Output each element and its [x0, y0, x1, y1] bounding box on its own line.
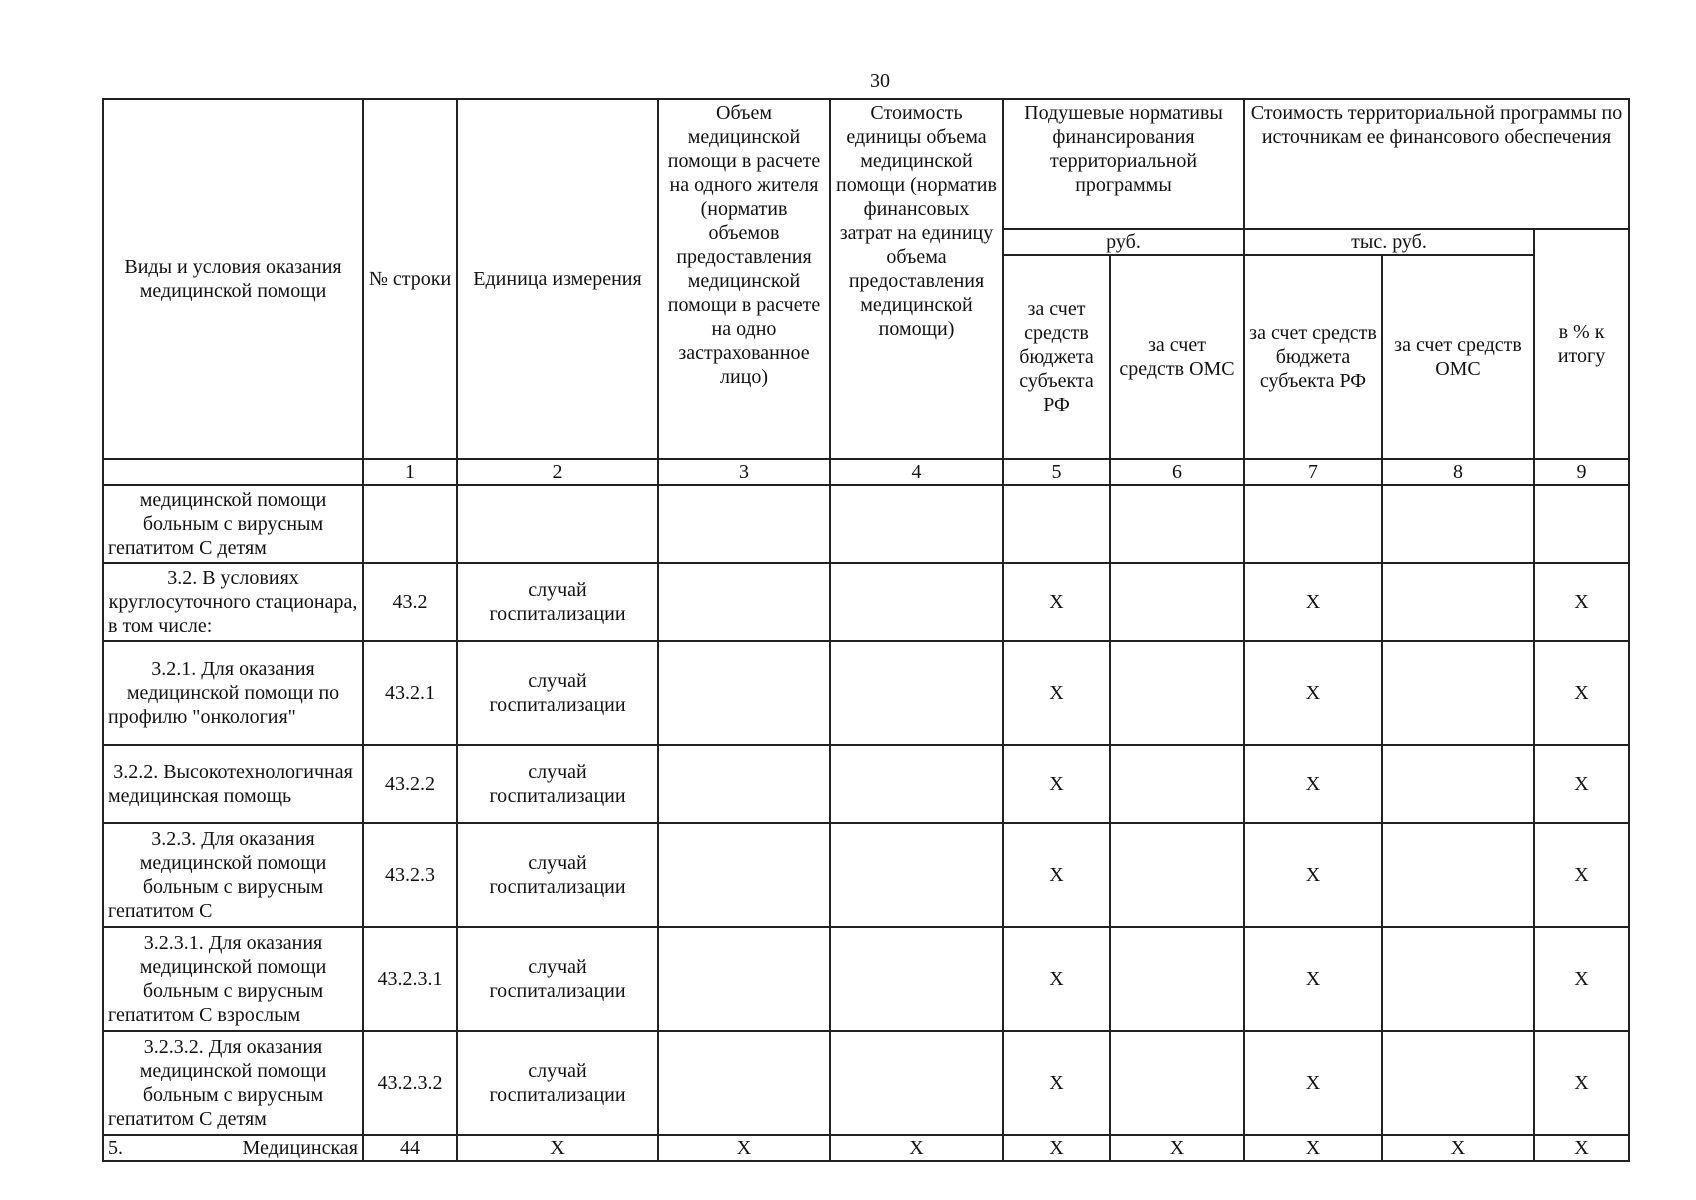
table-row [103, 745, 1629, 823]
column-number: 9 [1534, 459, 1629, 485]
cell-col9: Х [1534, 745, 1629, 823]
financing-table [102, 98, 1630, 1162]
header-unit: Единица измерения [457, 99, 658, 459]
row-line-no: 44 [363, 1135, 457, 1161]
row-label: 3.2.3. Для оказания медицинской помощи больным с вирусным гепатитом С [103, 823, 363, 927]
row-label: 3.2.3.1. Для оказания медицинской помощи больным с вирусным гепатитом С взрослым [103, 927, 363, 1031]
cell-col5 [1003, 485, 1110, 563]
cell-col7: Х [1244, 823, 1382, 927]
column-number: 1 [363, 459, 457, 485]
cell-col3 [658, 485, 830, 563]
cell-col9: Х [1534, 563, 1629, 641]
row-unit: случай госпитализации [457, 641, 658, 745]
row-label: 3.2.2. Высокотехнологичная медицинская помощь [103, 745, 363, 823]
cell-col5: Х [1003, 745, 1110, 823]
row-unit: случай госпитализации [457, 745, 658, 823]
column-number: 8 [1382, 459, 1534, 485]
column-number: 4 [830, 459, 1003, 485]
table-row [103, 485, 1629, 563]
cell-col3 [658, 745, 830, 823]
cell-col8 [1382, 745, 1534, 823]
cell-col7: Х [1244, 745, 1382, 823]
cell-col8: Х [1382, 1135, 1534, 1161]
cell-col4 [830, 563, 1003, 641]
table-row [103, 823, 1629, 927]
unit-thousand-rub: тыс. руб. [1244, 229, 1534, 255]
cell-col5: Х [1003, 563, 1110, 641]
column-number: 3 [658, 459, 830, 485]
row-line-no: 43.2.2 [363, 745, 457, 823]
cell-col8 [1382, 641, 1534, 745]
cell-col6 [1110, 823, 1244, 927]
row-label: 3.2.1. Для оказания медицинской помощи по профилю "онкология" [103, 641, 363, 745]
header-oms-2: за счет средств ОМС [1382, 255, 1534, 459]
table-row [103, 1031, 1629, 1135]
column-number [103, 459, 363, 485]
table-row [103, 641, 1629, 745]
cell-col4: Х [830, 1135, 1003, 1161]
cell-col6 [1110, 641, 1244, 745]
cell-col7: Х [1244, 641, 1382, 745]
header-budget: за счет средств бюджета субъекта РФ [1003, 255, 1110, 459]
cell-col8 [1382, 485, 1534, 563]
row-unit: случай госпитализации [457, 1031, 658, 1135]
row-label: 3.2. В условиях круглосуточного стационара, в том числе: [103, 563, 363, 641]
cell-col4 [830, 641, 1003, 745]
cell-col3 [658, 563, 830, 641]
row-unit [457, 485, 658, 563]
table-row [103, 1135, 1629, 1161]
row-line-no: 43.2.3.2 [363, 1031, 457, 1135]
row-line-no: 43.2.3 [363, 823, 457, 927]
header-volume: Объем медицинской помощи в расчете на одного жителя (норматив объемов предоставления медицинской помощи в расчете на одно застрахованное лицо) [658, 99, 830, 459]
cell-col9: Х [1534, 927, 1629, 1031]
cell-col6 [1110, 563, 1244, 641]
table-row [103, 563, 1629, 641]
column-number: 2 [457, 459, 658, 485]
cell-col9: Х [1534, 641, 1629, 745]
cell-col8 [1382, 1031, 1534, 1135]
table-header [103, 99, 1629, 485]
cell-col8 [1382, 927, 1534, 1031]
cell-col6: Х [1110, 1135, 1244, 1161]
column-number: 5 [1003, 459, 1110, 485]
cell-col9 [1534, 485, 1629, 563]
cell-col3 [658, 823, 830, 927]
header-kind: Виды и условия оказания медицинской помощи [103, 99, 363, 459]
cell-col5: Х [1003, 1031, 1110, 1135]
cell-col4 [830, 485, 1003, 563]
cell-col6 [1110, 1031, 1244, 1135]
cell-col4 [830, 745, 1003, 823]
column-number: 7 [1244, 459, 1382, 485]
row-line-no: 43.2.1 [363, 641, 457, 745]
row-label: медицинской помощи больным с вирусным гепатитом С детям [103, 485, 363, 563]
cell-col6 [1110, 927, 1244, 1031]
cell-col3 [658, 927, 830, 1031]
cell-col8 [1382, 823, 1534, 927]
row-unit: случай госпитализации [457, 823, 658, 927]
row-label: 5. Медицинская [103, 1135, 363, 1161]
header-percent: в % к итогу [1534, 229, 1629, 459]
cell-col9: Х [1534, 1135, 1629, 1161]
row-label: 3.2.3.2. Для оказания медицинской помощи больным с вирусным гепатитом С детям [103, 1031, 363, 1135]
column-number: 6 [1110, 459, 1244, 485]
cell-col3 [658, 1031, 830, 1135]
row-line-no: 43.2 [363, 563, 457, 641]
row-unit: Х [457, 1135, 658, 1161]
header-oms: за счет средств ОМС [1110, 255, 1244, 459]
cell-col3 [658, 641, 830, 745]
cell-col4 [830, 823, 1003, 927]
header-budget-2: за счет средств бюджета субъекта РФ [1244, 255, 1382, 459]
header-row-no: № строки [363, 99, 457, 459]
table-row [103, 927, 1629, 1031]
cell-col7: Х [1244, 563, 1382, 641]
row-unit: случай госпитализации [457, 563, 658, 641]
table-body [103, 485, 1629, 1161]
cell-col5: Х [1003, 823, 1110, 927]
cell-col7: Х [1244, 927, 1382, 1031]
cell-col5: Х [1003, 1135, 1110, 1161]
cell-col5: Х [1003, 641, 1110, 745]
row-line-no: 43.2.3.1 [363, 927, 457, 1031]
cell-col6 [1110, 485, 1244, 563]
cell-col4 [830, 927, 1003, 1031]
column-numbers-row [103, 459, 1629, 485]
cell-col7: Х [1244, 1031, 1382, 1135]
cell-col9: Х [1534, 1031, 1629, 1135]
unit-rub: руб. [1003, 229, 1244, 255]
header-cost-unit: Стоимость единицы объема медицинской помощи (норматив финансовых затрат на единицу объема предоставления медицинской помощи) [830, 99, 1003, 459]
cell-col7 [1244, 485, 1382, 563]
row-unit: случай госпитализации [457, 927, 658, 1031]
cell-col5: Х [1003, 927, 1110, 1031]
header-program-cost: Стоимость территориальной программы по источникам ее финансового обеспечения [1244, 99, 1629, 229]
cell-col6 [1110, 745, 1244, 823]
page-number: 30 [870, 70, 890, 92]
header-per-capita: Подушевые нормативы финансирования территориальной программы [1003, 99, 1244, 229]
cell-col3: Х [658, 1135, 830, 1161]
cell-col8 [1382, 563, 1534, 641]
cell-col4 [830, 1031, 1003, 1135]
cell-col7: Х [1244, 1135, 1382, 1161]
cell-col9: Х [1534, 823, 1629, 927]
row-line-no [363, 485, 457, 563]
